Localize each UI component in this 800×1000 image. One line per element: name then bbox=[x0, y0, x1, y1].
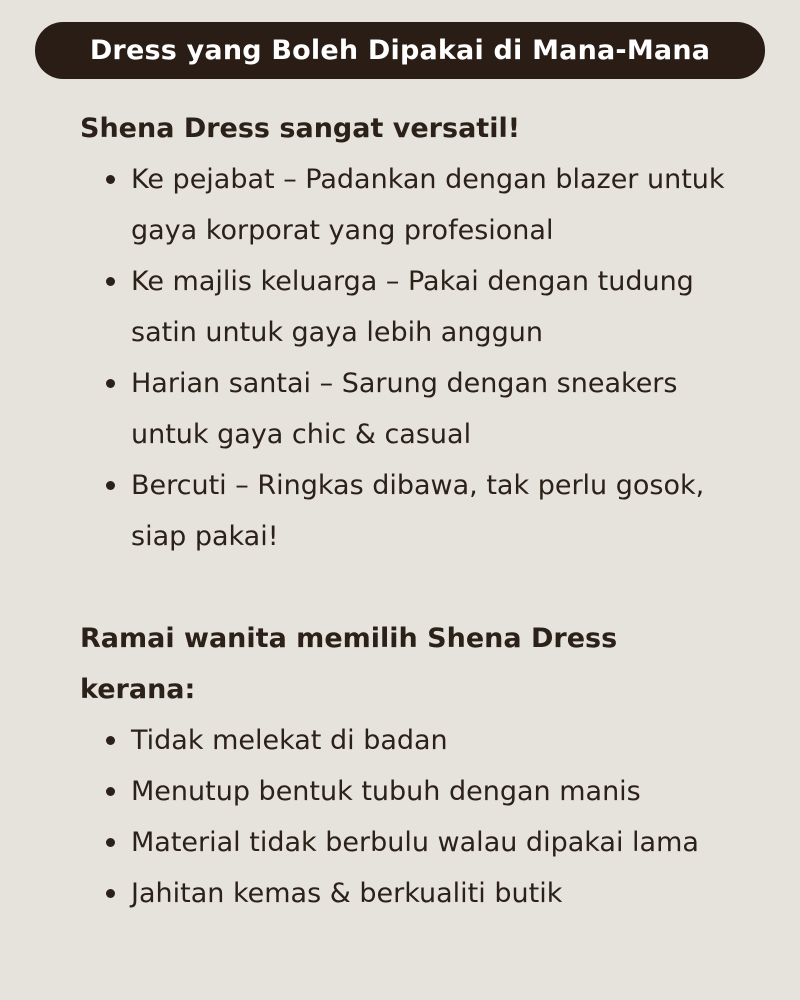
list-item: Bercuti – Ringkas dibawa, tak perlu gosok, siap pakai! bbox=[80, 460, 740, 562]
versatility-section bbox=[80, 103, 740, 562]
main-content bbox=[80, 103, 740, 919]
versatility-list bbox=[80, 154, 740, 562]
banner-title: Dress yang Boleh Dipakai di Mana-Mana bbox=[89, 35, 711, 66]
reasons-list bbox=[80, 715, 740, 919]
header-banner bbox=[35, 22, 765, 79]
list-item: Menutup bentuk tubuh dengan manis bbox=[80, 766, 740, 817]
list-item: Jahitan kemas & berkualiti butik bbox=[80, 868, 740, 919]
list-item: Ke majlis keluarga – Pakai dengan tudung satin untuk gaya lebih anggun bbox=[80, 256, 740, 358]
reasons-section bbox=[80, 613, 740, 919]
list-item: Ke pejabat – Padankan dengan blazer untuk gaya korporat yang profesional bbox=[80, 154, 740, 256]
list-item: Harian santai – Sarung dengan sneakers untuk gaya chic & casual bbox=[80, 358, 740, 460]
reasons-heading: Ramai wanita memilih Shena Dress kerana: bbox=[80, 623, 618, 705]
list-item: Tidak melekat di badan bbox=[80, 715, 740, 766]
section-spacer bbox=[80, 562, 740, 613]
versatility-heading: Shena Dress sangat versatil! bbox=[80, 113, 521, 144]
list-item: Material tidak berbulu walau dipakai lama bbox=[80, 817, 740, 868]
